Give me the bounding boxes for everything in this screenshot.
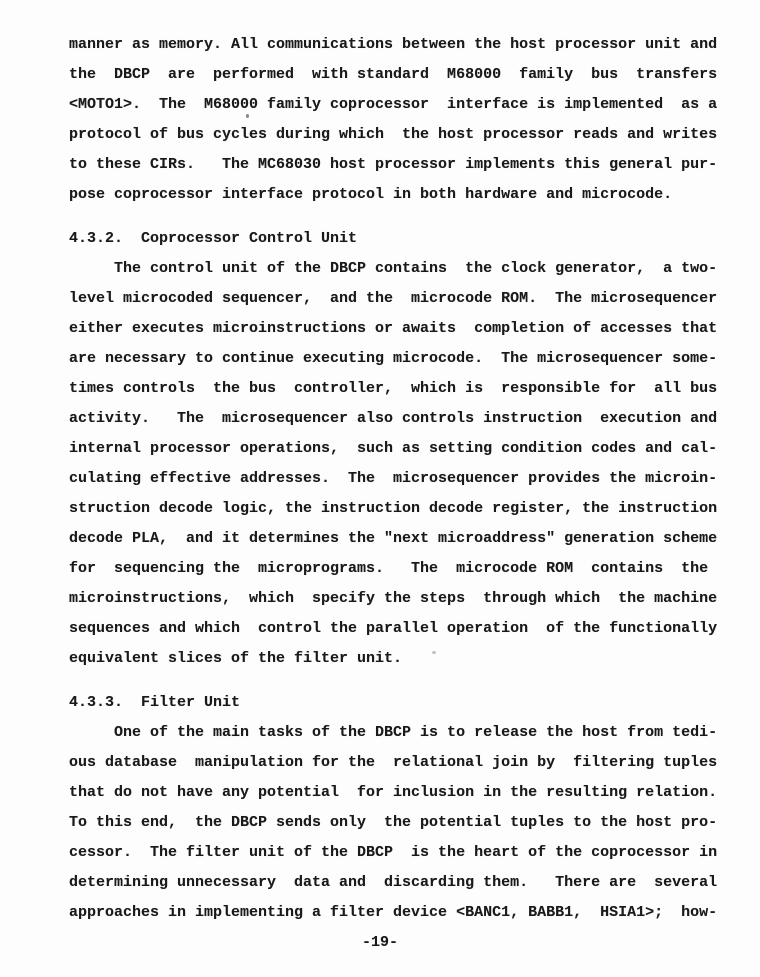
text-line: times controls the bus controller, which is responsible for all bus — [69, 380, 718, 397]
paragraph-intro — [69, 30, 760, 210]
text-line: protocol of bus cycles during which the host processor reads and writes — [69, 126, 718, 143]
text-line: internal processor operations, such as setting condition codes and cal- — [69, 440, 718, 457]
paragraph-filter-unit — [69, 718, 760, 928]
text-line: determining unnecessary data and discarding them. There are several — [69, 874, 718, 891]
text-line: struction decode logic, the instruction decode register, the instruction — [69, 500, 718, 517]
text-line: <MOTO1>. The M68000 family coprocessor interface is implemented as a — [69, 96, 718, 113]
text-line: are necessary to continue executing microcode. The microsequencer some- — [69, 350, 718, 367]
text-line: To this end, the DBCP sends only the potential tuples to the host pro- — [69, 814, 718, 831]
text-line: either executes microinstructions or awaits completion of accesses that — [69, 320, 718, 337]
page-number: -19- — [361, 934, 398, 951]
text-line: microinstructions, which specify the steps through which the machine — [69, 590, 718, 607]
text-line: manner as memory. All communications between the host processor unit and — [69, 36, 718, 53]
text-line: sequences and which control the parallel operation of the functionally — [69, 620, 718, 637]
text-line: ous database manipulation for the relational join by filtering tuples — [69, 754, 718, 771]
text-line: level microcoded sequencer, and the microcode ROM. The microsequencer — [69, 290, 718, 307]
scan-speck — [432, 651, 436, 654]
text-line: for sequencing the microprograms. The microcode ROM contains the — [69, 560, 709, 577]
text-line: cessor. The filter unit of the DBCP is the heart of the coprocessor in — [69, 844, 718, 861]
text-line: The control unit of the DBCP contains the clock generator, a two- — [69, 260, 718, 277]
text-line: that do not have any potential for inclusion in the resulting relation. — [69, 784, 718, 801]
text-line: approaches in implementing a filter device <BANC1, BABB1, HSIA1>; how- — [69, 904, 718, 921]
text-line: One of the main tasks of the DBCP is to release the host from tedi- — [69, 724, 718, 741]
text-line: decode PLA, and it determines the "next microaddress" generation scheme — [69, 530, 718, 547]
section-heading-433: 4.3.3. Filter Unit — [69, 694, 241, 711]
section-heading-432: 4.3.2. Coprocessor Control Unit — [69, 230, 358, 247]
text-line: culating effective addresses. The microsequencer provides the microin- — [69, 470, 718, 487]
text-line: equivalent slices of the filter unit. — [69, 650, 403, 667]
text-line: pose coprocessor interface protocol in both hardware and microcode. — [69, 186, 673, 203]
text-line: activity. The microsequencer also controls instruction execution and — [69, 410, 718, 427]
paragraph-coprocessor-control-unit — [69, 254, 760, 674]
text-line: the DBCP are performed with standard M68000 family bus transfers — [69, 66, 718, 83]
text-line: to these CIRs. The MC68030 host processor implements this general pur- — [69, 156, 718, 173]
scan-speck — [246, 114, 249, 118]
